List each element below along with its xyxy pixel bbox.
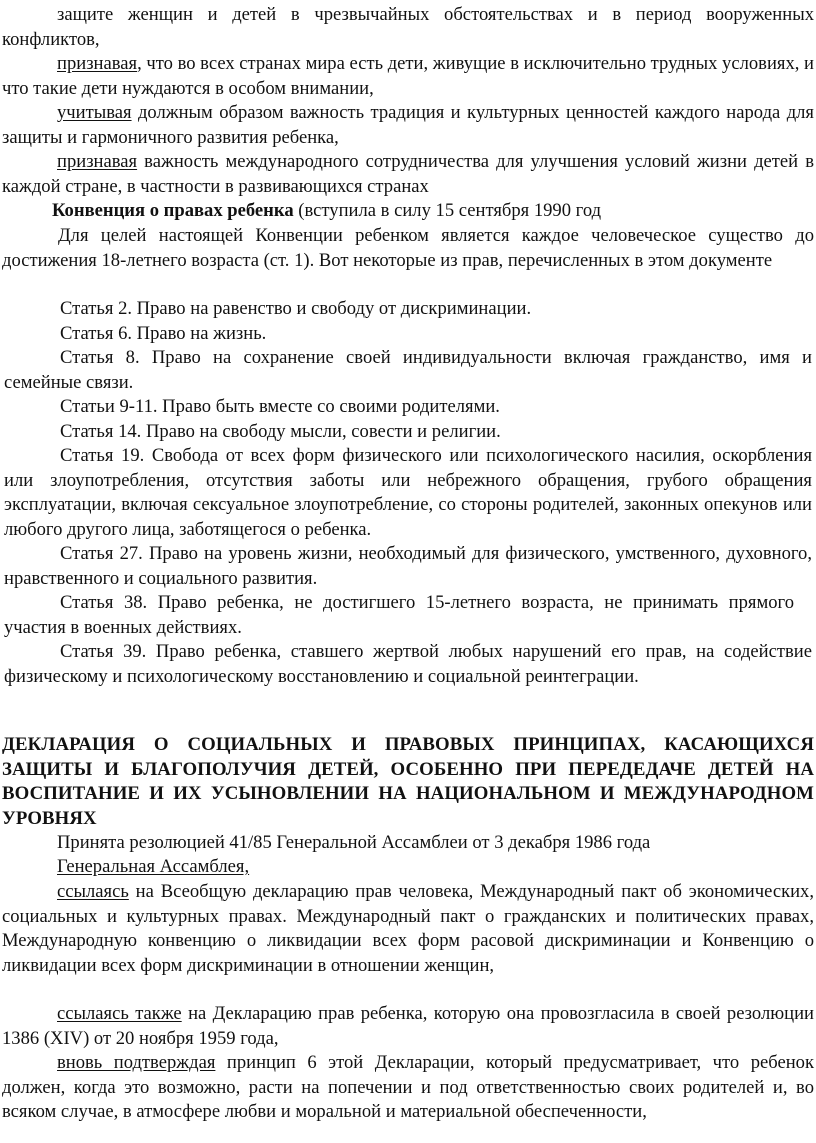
- intro-paragraph-2: [2, 52, 814, 101]
- adopted-text: Принята резолюцией 41/85 Генеральной Ассамблеи от 3 декабря 1986 года: [57, 832, 651, 853]
- article-text: Статья 39. Право ребенка, ставшего жертвой любых нарушений его прав, на содействие физическому и психологическому восстановлению и социальной реинтеграции.: [4, 641, 812, 687]
- declaration-text-1: на Всеобщую декларацию прав человека, Международный пакт об экономических, социальных и культурных правах. Международный пакт о гражданских и политических правах, Международную конвенцию о ликвидации всех форм расовой дискриминации и Конвенцию о ликвидации всех форм дискриминации в отношении женщин,: [2, 881, 814, 976]
- article-27: [4, 542, 812, 591]
- intro-paragraph-4: [2, 150, 814, 199]
- definition-text: Для целей настоящей Конвенции ребенком является каждое человеческое существо до достижения 18-летнего возраста (ст. 1). Вот некоторые из прав, перечисленных в этом документе: [2, 225, 814, 271]
- intro-text-4: важность международного сотрудничества для улучшения условий жизни детей в каждой стране, в частности в развивающихся странах: [2, 151, 814, 197]
- underlined-lead: вновь подтверждая: [57, 1052, 216, 1073]
- article-38: [4, 591, 794, 640]
- article-text: Статья 2. Право на равенство и свободу от дискриминации.: [60, 298, 532, 319]
- article-14: [4, 420, 812, 445]
- declaration-paragraph-1: [2, 880, 814, 978]
- convention-date-note: (вступила в силу 15 сентября 1990 год: [293, 200, 602, 221]
- article-39: [4, 640, 812, 689]
- article-text: Статья 6. Право на жизнь.: [60, 323, 267, 344]
- underlined-lead: учитывая: [57, 102, 132, 123]
- article-6: [4, 322, 812, 347]
- article-9-11: [4, 395, 812, 420]
- declaration-title: ДЕКЛАРАЦИЯ О СОЦИАЛЬНЫХ И ПРАВОВЫХ ПРИНЦИПАХ, КАСАЮЩИХСЯ ЗАЩИТЫ И БЛАГОПОЛУЧИЯ ДЕТЕЙ, ОСОБЕННО ПРИ ПЕРЕДЕДАЧЕ ДЕТЕЙ НА ВОСПИТАНИЕ И ИХ УСЫНОВЛЕНИИ НА НАЦИОНАЛЬНОМ И МЕЖДУНАРОДНОМ УРОВНЯХ: [2, 734, 814, 829]
- declaration-paragraph-2: [2, 1002, 814, 1051]
- intro-text-3: должным образом важность традиция и культурных ценностей каждого народа для защиты и гармоничного развития ребенка,: [2, 102, 814, 148]
- declaration-assembly: [2, 855, 814, 880]
- article-text: Статья 38. Право ребенка, не достигшего 15-летнего возраста, не принимать прямого участия в военных действиях.: [4, 592, 794, 638]
- convention-definition: [2, 224, 814, 273]
- intro-paragraph-1: [2, 3, 814, 52]
- declaration-paragraph-3: [2, 1051, 814, 1125]
- underlined-lead: признавая: [57, 53, 138, 74]
- declaration-text-3: принцип 6 этой Декларации, который предусматривает, что ребенок должен, когда это возможно, расти на попечении и под ответственностью своих родителей и, во всяком случае, в атмосфере любви и моральной и материальной обеспеченности,: [2, 1052, 814, 1122]
- article-text: Статья 8. Право на сохранение своей индивидуальности включая гражданство, имя и семейные связи.: [4, 347, 812, 393]
- article-2: [4, 297, 812, 322]
- article-text: Статья 19. Свобода от всех форм физического или психологического насилия, оскорбления или злоупотребления, отсутствия заботы или небрежного обращения, грубого обращения эксплуатации, включая сексуальное злоупотребление, со стороны родителей, законных опекунов или любого другого лица, заботящегося о ребенка.: [4, 445, 812, 540]
- article-text: Статья 27. Право на уровень жизни, необходимый для физического, умственного, духовного, нравственного и социального развития.: [4, 543, 812, 589]
- article-8: [4, 346, 812, 395]
- declaration-adopted: [2, 831, 814, 856]
- article-text: Статьи 9-11. Право быть вместе со своими родителями.: [60, 396, 500, 417]
- intro-paragraph-3: [2, 101, 814, 150]
- underlined-lead: признавая: [57, 151, 138, 172]
- convention-title: Конвенция о правах ребенка: [52, 200, 294, 221]
- article-19: [4, 444, 812, 542]
- intro-text-1: защите женщин и детей в чрезвычайных обстоятельствах и в период вооруженных конфликтов,: [2, 4, 814, 50]
- underlined-lead: ссылаясь: [57, 881, 129, 902]
- convention-title-line: [2, 199, 814, 224]
- declaration-text-2: на Декларацию прав ребенка, которую она провозгласила в своей резолюции 1386 (XIV) от 20 ноября 1959 года,: [2, 1003, 814, 1049]
- assembly-text: Генеральная Ассамблея,: [57, 856, 250, 877]
- article-text: Статья 14. Право на свободу мысли, совести и религии.: [60, 421, 501, 442]
- intro-text-2: , что во всех странах мира есть дети, живущие в исключительно трудных условиях, и что такие дети нуждаются в особом внимании,: [2, 53, 814, 99]
- underlined-lead: ссылаясь также: [57, 1003, 182, 1024]
